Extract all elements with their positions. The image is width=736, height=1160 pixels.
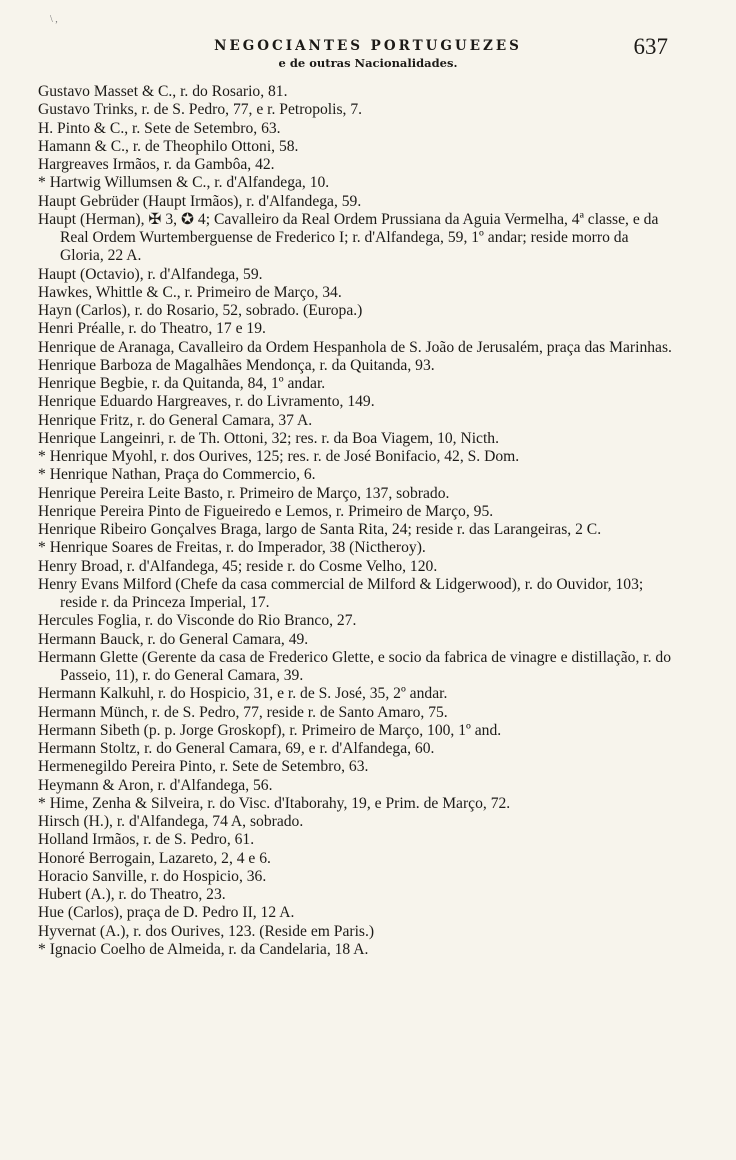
list-item: Henrique Barboza de Magalhães Mendonça, r. da Quitanda, 93. xyxy=(38,356,435,374)
list-item: Henry Evans Milford (Chefe da casa commercial de Milford & Lidgerwood), r. do Ouvidor, 103; reside r. da Princeza Imperial, 17. xyxy=(38,575,644,611)
list-item: H. Pinto & C., r. Sete de Setembro, 63. xyxy=(38,119,281,137)
list-item: Horacio Sanville, r. do Hospicio, 36. xyxy=(38,867,267,885)
list-item: Hermann Glette (Gerente da casa de Frederico Glette, e socio da fabrica de vinagre e distillação, r. do Passeio, 11), r. do General Camara, 39. xyxy=(38,648,671,684)
entry-list xyxy=(38,83,674,959)
list-item: Haupt Gebrüder (Haupt Irmãos), r. d'Alfandega, 59. xyxy=(38,192,362,210)
list-item: Honoré Berrogain, Lazareto, 2, 4 e 6. xyxy=(38,849,271,867)
list-item: Henrique Begbie, r. da Quitanda, 84, 1º andar. xyxy=(38,375,326,392)
list-item: Hirsch (H.), r. d'Alfandega, 74 A, sobrado. xyxy=(38,813,304,830)
list-item: Hermann Kalkuhl, r. do Hospicio, 31, e r. de S. José, 35, 2º andar. xyxy=(38,685,448,703)
list-item: Hyvernat (A.), r. dos Ourives, 123. (Reside em Paris.) xyxy=(38,922,375,940)
list-item: Henry Broad, r. d'Alfandega, 45; reside r. do Cosme Velho, 120. xyxy=(38,557,438,575)
list-item: Hermann Bauck, r. do General Camara, 49. xyxy=(38,630,309,648)
list-item: Holland Irmãos, r. de S. Pedro, 61. xyxy=(38,831,255,849)
list-item: * Henrique Myohl, r. dos Ourives, 125; res. r. de José Bonifacio, 42, S. Dom. xyxy=(38,448,520,465)
page-title: NEGOCIANTES PORTUGUEZES xyxy=(214,38,522,54)
list-item: * Henrique Nathan, Praça do Commercio, 6. xyxy=(38,466,316,484)
list-item: Gustavo Trinks, r. de S. Pedro, 77, e r. Petropolis, 7. xyxy=(38,101,363,119)
list-item: * Henrique Soares de Freitas, r. do Imperador, 38 (Nictheroy). xyxy=(38,539,426,557)
list-item: Haupt (Octavio), r. d'Alfandega, 59. xyxy=(38,265,263,283)
list-item: * Hartwig Willumsen & C., r. d'Alfandega, 10. xyxy=(38,174,330,192)
list-item: Haupt (Herman), ✠ 3, ✪ 4; Cavalleiro da Real Ordem Prussiana da Aguia Vermelha, 4ª classe, e da Real Ordem Wurtemberguense de Frederico I; r. d'Alfandega, 59, 1º andar; reside morro da Gloria, 22 A. xyxy=(38,210,659,265)
list-item: Henrique Pereira Leite Basto, r. Primeiro de Março, 137, sobrado. xyxy=(38,484,450,502)
corner-mark: \ , xyxy=(50,14,58,25)
list-item: Henrique Fritz, r. do General Camara, 37 A. xyxy=(38,411,313,429)
page-header xyxy=(0,38,736,70)
list-item: Hawkes, Whittle & C., r. Primeiro de Março, 34. xyxy=(38,283,342,301)
list-item: Hermann Sibeth (p. p. Jorge Groskopf), r. Primeiro de Março, 100, 1º and. xyxy=(38,721,502,739)
list-item: Henrique Ribeiro Gonçalves Braga, largo de Santa Rita, 24; reside r. das Larangeiras, 2 C. xyxy=(38,521,602,538)
list-item: Hermenegildo Pereira Pinto, r. Sete de Setembro, 63. xyxy=(38,758,369,776)
list-item: * Hime, Zenha & Silveira, r. do Visc. d'Itaborahy, 19, e Prim. de Março, 72. xyxy=(38,794,511,812)
list-item: * Ignacio Coelho de Almeida, r. da Candelaria, 18 A. xyxy=(38,940,369,958)
list-item: Henrique Eduardo Hargreaves, r. do Livramento, 149. xyxy=(38,393,375,411)
list-item: Hermann Münch, r. de S. Pedro, 77, reside r. de Santo Amaro, 75. xyxy=(38,703,448,721)
list-item: Hubert (A.), r. do Theatro, 23. xyxy=(38,886,226,903)
page-number: 637 xyxy=(633,34,668,59)
list-item: Heymann & Aron, r. d'Alfandega, 56. xyxy=(38,776,273,794)
page-subtitle: e de outras Nacionalidades. xyxy=(278,56,458,70)
list-item: Henrique de Aranaga, Cavalleiro da Ordem Hespanhola de S. João de Jerusalém, praça das Marinhas. xyxy=(38,338,672,356)
list-item: Hermann Stoltz, r. do General Camara, 69, e r. d'Alfandega, 60. xyxy=(38,740,435,757)
list-item: Henri Préalle, r. do Theatro, 17 e 19. xyxy=(38,320,266,338)
list-item: Gustavo Masset & C., r. do Rosario, 81. xyxy=(38,83,288,100)
list-item: Henrique Pereira Pinto de Figueiredo e Lemos, r. Primeiro de Março, 95. xyxy=(38,502,494,520)
list-item: Hue (Carlos), praça de D. Pedro II, 12 A. xyxy=(38,904,295,922)
list-item: Hamann & C., r. de Theophilo Ottoni, 58. xyxy=(38,137,299,155)
list-item: Henrique Langeinri, r. de Th. Ottoni, 32; res. r. da Boa Viagem, 10, Nicth. xyxy=(38,429,500,447)
list-item: Hargreaves Irmãos, r. da Gambôa, 42. xyxy=(38,156,275,173)
list-item: Hercules Foglia, r. do Visconde do Rio Branco, 27. xyxy=(38,612,357,630)
list-item: Hayn (Carlos), r. do Rosario, 52, sobrado. (Europa.) xyxy=(38,302,363,319)
